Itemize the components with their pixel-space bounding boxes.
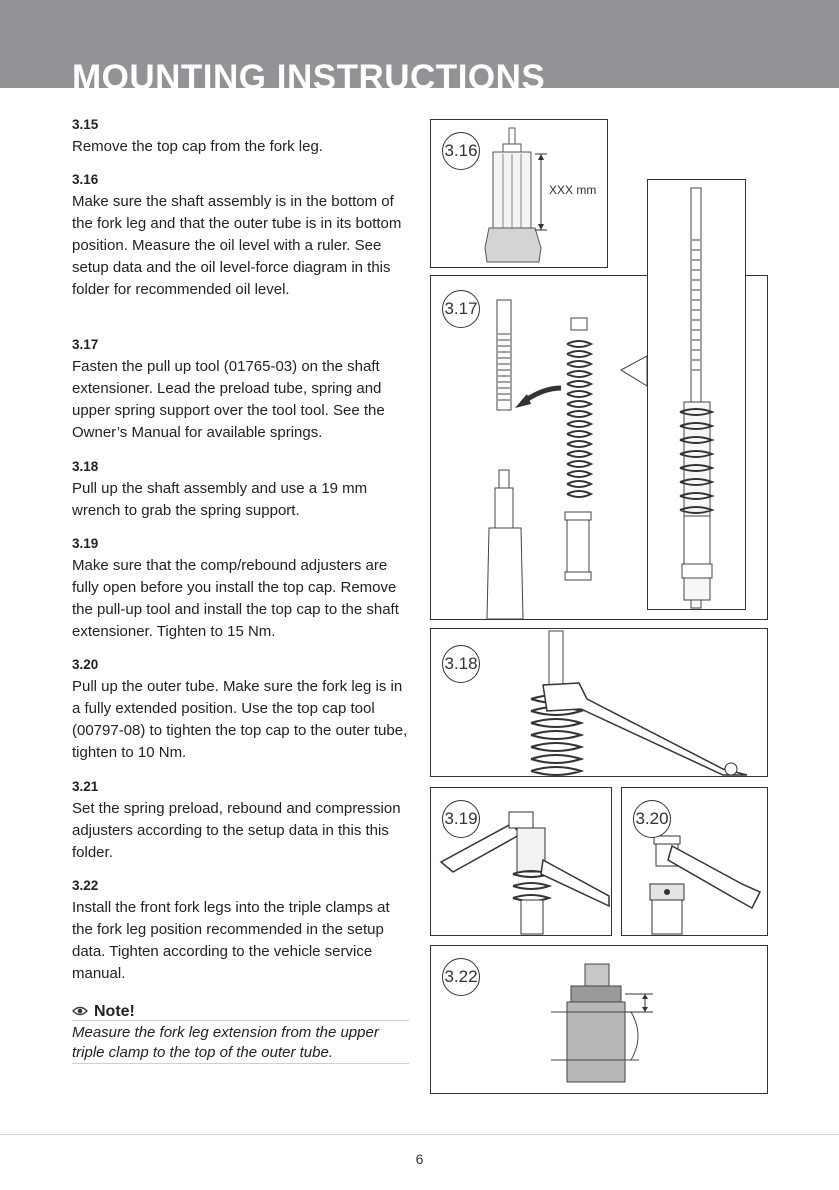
figure-label: 3.17 xyxy=(442,290,480,328)
step-number: 3.19 xyxy=(72,536,99,551)
page-header xyxy=(0,0,839,88)
step-number: 3.21 xyxy=(72,779,99,794)
step-number: 3.18 xyxy=(72,459,99,474)
note-title-text: Note! xyxy=(94,1003,135,1021)
page-title: MOUNTING INSTRUCTIONS xyxy=(72,58,546,88)
figure-3-18 xyxy=(430,628,768,777)
step-text: Pull up the shaft assembly and use a 19 mm wrench to grab the spring support. xyxy=(72,480,368,519)
step-text: Set the spring preload, rebound and compression adjusters according to the setup data in this this folder. xyxy=(72,800,401,861)
figure-label: 3.20 xyxy=(633,800,671,838)
figure-label: 3.22 xyxy=(442,958,480,996)
step-text: Pull up the outer tube. Make sure the fork leg is in a fully extended position. Use the top cap tool (00797-08) to tighten the top cap to the outer tube, tighten to 10 Nm. xyxy=(72,678,408,761)
step-text: Fasten the pull up tool (01765-03) on the shaft extensioner. Lead the preload tube, spring and upper spring support over the tool tool. See the Owner’s Manual for available springs. xyxy=(72,358,385,441)
step-number: 3.20 xyxy=(72,657,99,672)
step-text: Make sure the shaft assembly is in the bottom of the fork leg and that the outer tube is in its bottom position. Measure the oil level with a ruler. See setup data and the oil level-force diagram in this folder for recommended oil level. xyxy=(72,193,402,298)
step-number: 3.17 xyxy=(72,337,99,352)
divider xyxy=(72,1020,409,1021)
pull-up-tool-inset-drawing xyxy=(648,180,745,609)
note-title xyxy=(72,1003,135,1021)
footer-divider xyxy=(0,1134,839,1135)
step-text: Make sure that the comp/rebound adjusters are fully open before you install the top cap. Remove the pull-up tool and install the top cap to the shaft extensioner. Tighten to 15 Nm. xyxy=(72,557,399,640)
note-text: Measure the fork leg extension from the upper triple clamp to the top of the outer tube. xyxy=(72,1024,379,1061)
step-number: 3.22 xyxy=(72,878,99,893)
figure-3-19 xyxy=(430,787,612,936)
page-number: 6 xyxy=(415,1151,424,1167)
figure-label: 3.19 xyxy=(442,800,480,838)
step-number: 3.16 xyxy=(72,172,99,187)
figure-3-22 xyxy=(430,945,768,1094)
figure-3-17-inset xyxy=(647,179,746,610)
step-text: Install the front fork legs into the triple clamps at the fork leg position recommended in the setup data. Tighten according to the vehicle service manual. xyxy=(72,899,390,982)
measurement-label: XXX mm xyxy=(549,183,597,197)
figure-label: 3.18 xyxy=(442,645,480,683)
triple-clamp-extension-drawing xyxy=(431,946,767,1093)
figure-3-20 xyxy=(621,787,768,936)
step-number: 3.15 xyxy=(72,117,99,132)
figure-label: 3.16 xyxy=(442,132,480,170)
divider xyxy=(72,1063,409,1064)
figure-3-16 xyxy=(430,119,608,268)
wrench-spring-support-drawing xyxy=(431,629,767,776)
eye-icon xyxy=(72,1003,88,1021)
step-text: Remove the top cap from the fork leg. xyxy=(72,138,323,155)
